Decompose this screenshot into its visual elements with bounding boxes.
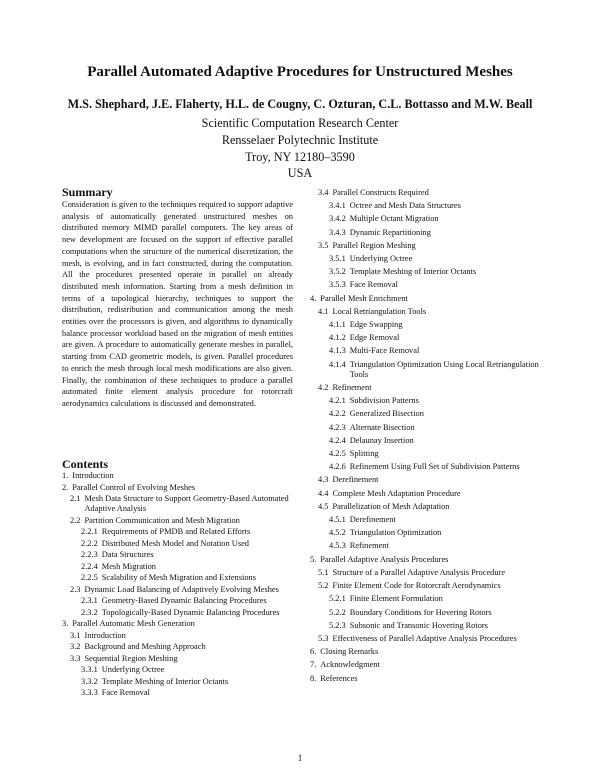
toc-entry [310, 201, 546, 211]
toc-entry-number: 3.3.2 [81, 676, 98, 686]
toc-entry-number: 4.2.1 [329, 396, 346, 406]
toc-entry-number: 5. [310, 554, 317, 564]
toc-entry [62, 631, 293, 641]
toc-entry-title: Parallel Constructs Required [332, 188, 429, 197]
toc-entry-number: 3.4.3 [329, 227, 346, 237]
toc-entry-title: Local Retriangulation Tools [332, 306, 427, 316]
toc-entry-title: Mesh Data Structure to Support Geometry-Based Automated Adaptive Analysis [84, 494, 289, 514]
toc-entry-number: 4.2.4 [329, 435, 346, 445]
toc-entry [62, 573, 293, 583]
toc-entry-number: 4.2 [318, 383, 329, 393]
toc-entry-number: 2. [62, 482, 69, 492]
toc-entry [310, 188, 546, 198]
toc-entry-title: Finite Element Code for Rotorcraft Aerodynamics [332, 581, 501, 591]
toc-entry-number: 3.3.3 [81, 688, 98, 698]
toc-entry [310, 555, 546, 565]
toc-entry-number: 5.3 [318, 633, 329, 643]
toc-entry-number: 5.2.3 [329, 620, 346, 630]
toc-entry [310, 294, 546, 304]
toc-entry-title: Underlying Octree [101, 665, 165, 675]
toc-entry-number: 2.3.2 [81, 607, 98, 617]
toc-entry [62, 550, 293, 560]
toc-entry [310, 647, 546, 657]
toc-entry-number: 2.1 [70, 494, 81, 503]
toc-entry-number: 2.2.5 [81, 573, 98, 583]
toc-entry [62, 654, 293, 664]
toc-entry-title: Subsonic and Transonic Hovering Rotors [349, 620, 488, 630]
toc-entry [310, 594, 546, 604]
toc-entry-title: Closing Remarks [320, 647, 379, 657]
author-list: M.S. Shephard, J.E. Flaherty, H.L. de Cougny, C. Ozturan, C.L. Bottasso and M.W. Beall [67, 97, 533, 111]
toc-entry [62, 688, 293, 698]
toc-entry [310, 307, 546, 317]
toc-entry-title: Octree and Mesh Data Structures [349, 201, 461, 211]
toc-entry-number: 4.4 [318, 488, 329, 498]
toc-entry-number: 3.4 [318, 188, 329, 197]
toc-entry-number: 2.2 [70, 515, 81, 525]
affiliation-center: Scientific Computation Research Center [201, 116, 399, 130]
toc-entry-title: Background and Meshing Approach [84, 642, 206, 652]
toc-entry-title: Triangulation Optimization [349, 528, 442, 538]
toc-entry-title: Introduction [84, 630, 126, 640]
toc-entry-title: Parallel Control of Evolving Meshes [72, 482, 196, 492]
toc-entry-number: 7. [310, 660, 317, 670]
toc-entry-number: 1. [62, 471, 69, 480]
toc-entry-number: 3.2 [70, 642, 81, 652]
toc-entry-number: 5.2 [318, 581, 329, 591]
toc-entry [62, 608, 293, 618]
toc-entry-title: References [320, 673, 358, 683]
toc-entry-title: Derefinement [332, 475, 379, 485]
toc-entry-number: 5.2.2 [329, 607, 346, 617]
toc-entry [310, 449, 546, 459]
toc-entry [310, 608, 546, 618]
toc-entry-title: Partition Communication and Mesh Migration [84, 515, 240, 525]
toc-entry-title: Generalized Bisection [349, 409, 424, 419]
toc-entry [62, 471, 293, 481]
toc-entry-number: 2.3 [70, 584, 81, 594]
toc-entry-title: Derefinement [349, 515, 396, 525]
toc-entry [310, 423, 546, 433]
summary-heading: Summary [62, 185, 113, 199]
toc-entry-title: Triangulation Optimization Using Local Retriangulation Tools [349, 359, 539, 379]
toc-entry-number: 3. [62, 619, 69, 629]
toc-entry-title: Refinement [332, 383, 372, 393]
toc-entry [62, 596, 293, 606]
toc-entry-title: Requirements of PMDB and Related Efforts [101, 527, 251, 537]
affiliation-country: USA [287, 166, 313, 180]
right-column [310, 188, 546, 687]
toc-entry-title: Geometry-Based Dynamic Balancing Procedures [101, 596, 267, 606]
toc-entry [62, 516, 293, 526]
toc-entry-number: 2.2.3 [81, 550, 98, 560]
toc-entry-number: 3.4.2 [329, 214, 346, 224]
toc-entry [62, 483, 293, 493]
paper-title: Parallel Automated Adaptive Procedures for Unstructured Meshes [87, 64, 513, 80]
toc-entry-title: Multi-Face Removal [349, 346, 420, 356]
toc-entry [310, 528, 546, 538]
toc-entry [62, 527, 293, 537]
toc-entry-title: Structure of a Parallel Adaptive Analysis Procedure [332, 567, 506, 577]
toc-entry-title: Splitting [349, 449, 379, 459]
toc-entry [310, 383, 546, 393]
toc-entry-number: 4.1.4 [329, 359, 346, 369]
toc-entry-title: Parallel Region Meshing [332, 240, 416, 250]
toc-entry-title: Multiple Octant Migration [349, 214, 439, 224]
toc-entry-number: 4.2.3 [329, 422, 346, 432]
toc-entry-number: 6. [310, 647, 317, 657]
toc-entry [310, 489, 546, 499]
page-number: 1 [297, 753, 303, 763]
left-column [62, 185, 293, 700]
toc-entry-title: Topologically-Based Dynamic Balancing Procedures [101, 607, 280, 617]
toc-entry-title: Refinement [349, 541, 389, 551]
toc-entry-number: 2.2.2 [81, 538, 98, 548]
toc-entry [310, 634, 546, 644]
toc-entry [310, 280, 546, 290]
toc-entry-number: 4.5.1 [329, 515, 346, 525]
toc-entry-number: 3.5 [318, 240, 329, 250]
toc-entry-title: Data Structures [101, 550, 154, 560]
toc-entry-title: Introduction [72, 471, 114, 480]
toc-entry-title: Effectiveness of Parallel Adaptive Analysis Procedures [332, 633, 517, 643]
toc-entry [62, 539, 293, 549]
toc-entry [310, 396, 546, 406]
toc-entry [310, 436, 546, 446]
toc-entry-number: 3.5.2 [329, 267, 346, 277]
toc-entry [310, 360, 546, 380]
toc-entry-number: 4.2.6 [329, 462, 346, 472]
toc-entry-number: 2.2.4 [81, 561, 98, 571]
toc-entry-number: 4.1 [318, 306, 329, 316]
toc-entry-number: 4. [310, 293, 317, 303]
toc-entry-number: 5.1 [318, 567, 329, 577]
toc-entry [62, 619, 293, 629]
toc-entry [310, 409, 546, 419]
toc-entry-number: 3.3 [70, 653, 81, 663]
toc-entry-number: 5.2.1 [329, 594, 346, 604]
toc-entry-number: 3.1 [70, 630, 81, 640]
toc-entry-title: Boundary Conditions for Hovering Rotors [349, 607, 492, 617]
toc-entry [310, 621, 546, 631]
toc-entry-title: Mesh Migration [101, 561, 156, 571]
toc-entry-title: Distributed Mesh Model and Notation Used [101, 538, 249, 548]
toc-entry-title: Edge Removal [349, 333, 400, 343]
toc-entry-number: 8. [310, 673, 317, 683]
toc-entry [310, 515, 546, 525]
toc-entry [310, 475, 546, 485]
toc-entry-title: Sequential Region Meshing [84, 653, 178, 663]
toc-entry [310, 674, 546, 684]
toc-entry [62, 562, 293, 572]
toc-entry-number: 4.1.2 [329, 333, 346, 343]
toc-entry-title: Parallel Automatic Mesh Generation [72, 619, 195, 629]
toc-entry [62, 642, 293, 652]
toc-entry-number: 4.5.3 [329, 541, 346, 551]
toc-entry [62, 585, 293, 595]
toc-entry [310, 568, 546, 578]
toc-entry-title: Dynamic Load Balancing of Adaptively Evolving Meshes [84, 584, 279, 594]
toc-entry [310, 228, 546, 238]
toc-entry [310, 660, 546, 670]
toc-entry-number: 3.4.1 [329, 201, 346, 211]
toc-entry [310, 254, 546, 264]
toc-entry-number: 4.5 [318, 501, 329, 511]
toc-entry-number: 4.3 [318, 475, 329, 485]
toc-entry-number: 4.1.3 [329, 346, 346, 356]
toc-entry-number: 4.2.5 [329, 449, 346, 459]
summary-text: Consideration is given to the techniques required to support adaptive analysis of automatically generated unstructured meshes on distributed memory MIMD parallel computers. The key areas of new development are focused on the support of effective parallel computations when the structure of the numerical discretization, the mesh, is evolving, and in fact constructed, during the computation. All the procedures presented operate in parallel on already distributed mesh information. Starting from a mesh definition in terms of a topological hierarchy, techniques to support the distribution, redistribution and communication among the mesh entities over the processors is given, and algorithms to dynamically balance processor workload based on the migration of mesh entities are given. A procedure to automatically generate meshes in parallel, starting from CAD geometric models, is given. Parallel procedures to enrich the mesh through local mesh modifications are also given. Finally, the combination of these techniques to produce a parallel automated finite element analysis procedure for rotorcraft aerodynamics calculations is discussed and demonstrated. [62, 200, 293, 408]
toc-entry-title: Template Meshing of Interior Octants [101, 676, 229, 686]
toc-entry-number: 3.3.1 [81, 665, 98, 675]
toc-entry-title: Complete Mesh Adaptation Procedure [332, 488, 461, 498]
toc-entry [310, 267, 546, 277]
toc-left [62, 471, 293, 698]
toc-entry [310, 320, 546, 330]
toc-entry [310, 462, 546, 472]
contents-heading: Contents [62, 457, 109, 471]
toc-entry-title: Parallelization of Mesh Adaptation [332, 501, 450, 511]
toc-entry-title: Scalability of Mesh Migration and Extensions [101, 573, 256, 583]
toc-entry-title: Template Meshing of Interior Octants [349, 267, 477, 277]
toc-entry-title: Face Removal [101, 688, 150, 698]
toc-entry [310, 346, 546, 356]
toc-entry-title: Dynamic Repartitioning [349, 227, 431, 237]
toc-entry-title: Alternate Bisection [349, 422, 415, 432]
toc-entry-title: Subdivision Patterns [349, 396, 419, 406]
toc-entry-title: Acknowledgment [320, 660, 380, 670]
toc-entry-number: 3.5.3 [329, 280, 346, 290]
toc-entry-title: Edge Swapping [349, 320, 403, 330]
toc-entry-title: Parallel Adaptive Analysis Procedures [320, 554, 449, 564]
toc-entry [62, 665, 293, 675]
toc-entry [310, 502, 546, 512]
toc-entry [310, 333, 546, 343]
toc-entry-title: Finite Element Formulation [349, 594, 443, 604]
toc-entry-number: 2.3.1 [81, 596, 98, 606]
toc-entry-title: Underlying Octree [349, 254, 413, 264]
toc-entry [62, 494, 293, 514]
toc-entry-number: 4.2.2 [329, 409, 346, 419]
toc-entry [310, 214, 546, 224]
affiliation-institute: Rensselaer Polytechnic Institute [221, 133, 379, 147]
toc-entry-number: 4.5.2 [329, 528, 346, 538]
toc-entry-number: 2.2.1 [81, 527, 98, 537]
toc-entry [310, 581, 546, 591]
toc-entry-number: 4.1.1 [329, 320, 346, 330]
toc-right [310, 188, 546, 684]
toc-entry [62, 677, 293, 687]
affiliation-city: Troy, NY 12180–3590 [245, 150, 355, 164]
toc-entry-number: 3.5.1 [329, 254, 346, 264]
toc-entry [310, 241, 546, 251]
toc-entry-title: Refinement Using Full Set of Subdivision Patterns [349, 462, 520, 472]
toc-entry-title: Delaunay Insertion [349, 435, 414, 445]
toc-entry [310, 541, 546, 551]
toc-entry-title: Parallel Mesh Enrichment [320, 293, 408, 303]
toc-entry-title: Face Removal [349, 280, 398, 290]
